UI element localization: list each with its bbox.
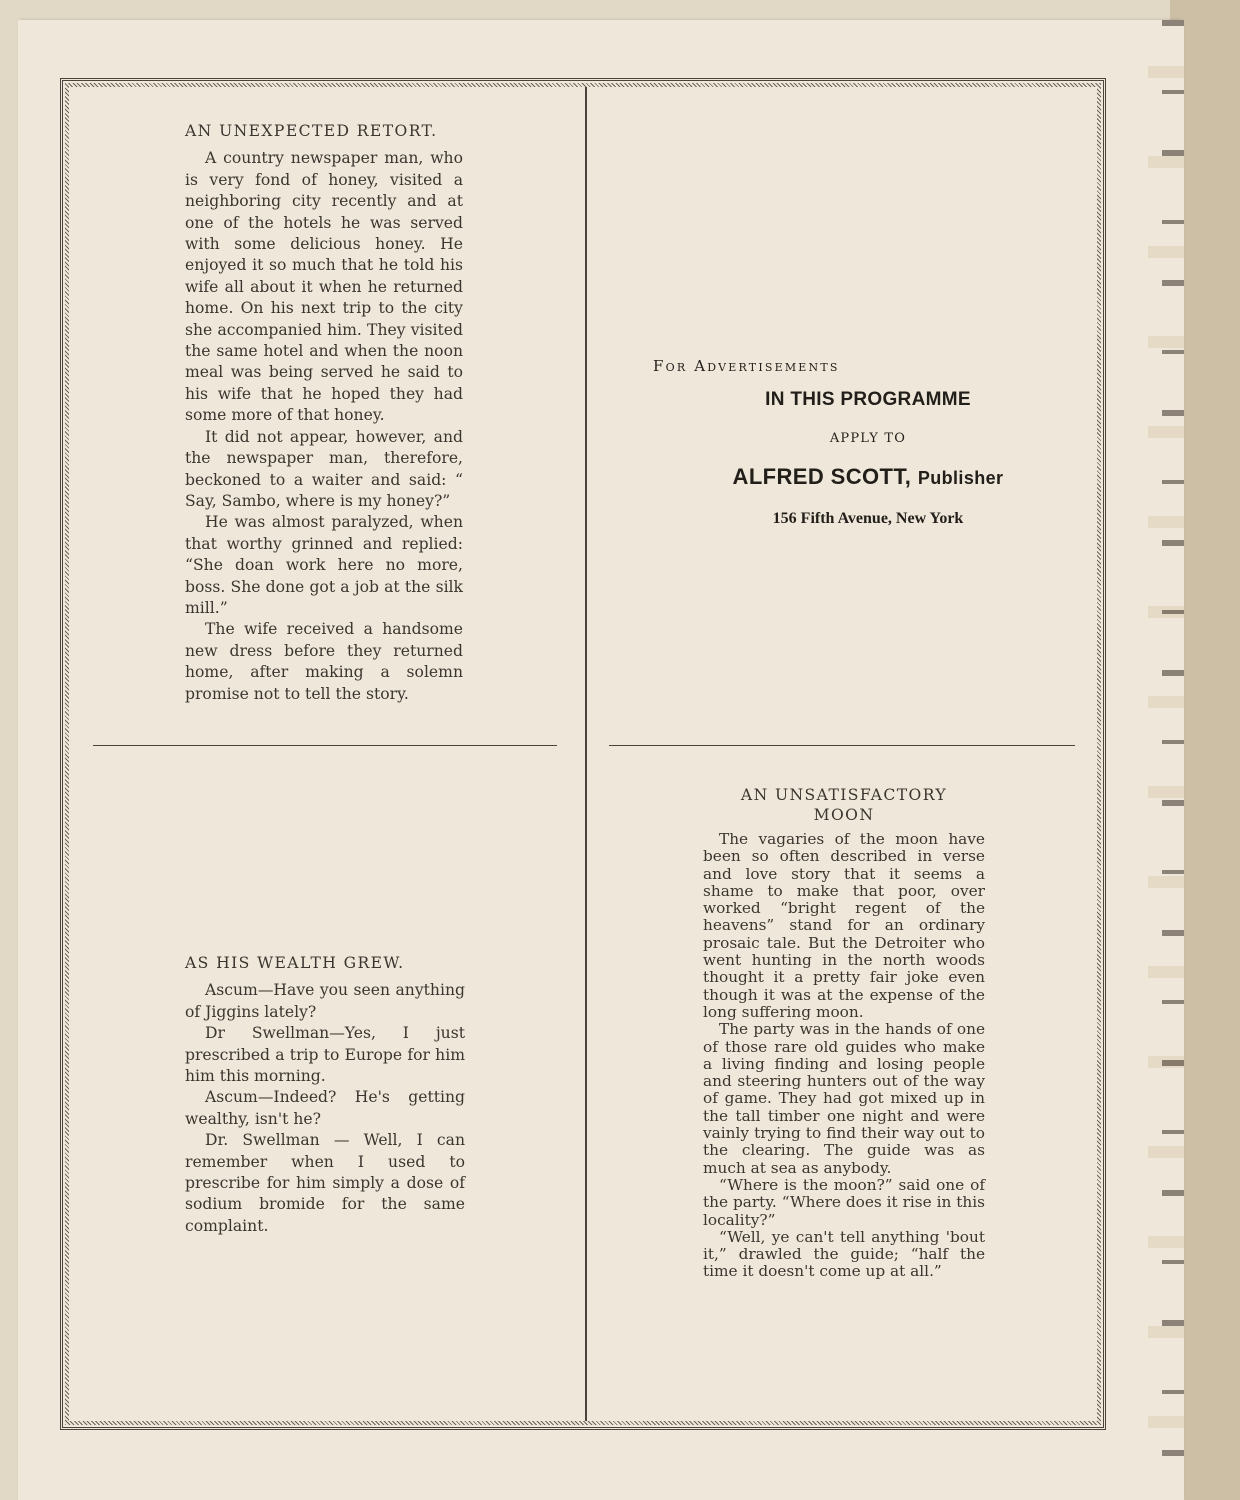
publisher-name: ALFRED SCOTT, bbox=[732, 464, 912, 489]
article-paragraph: Ascum—Indeed? He's getting wealthy, isn't he? bbox=[185, 1088, 465, 1128]
article-title: AN UNEXPECTED RETORT. bbox=[185, 122, 438, 140]
ad-heading: For Advertisements bbox=[653, 357, 840, 375]
article-paragraph: It did not appear, however, and the newspaper man, therefore, beckoned to a waiter and said: “ Say, Sambo, where is my honey?” bbox=[185, 427, 463, 510]
article-unsatisfactory-moon bbox=[703, 785, 985, 1281]
article-paragraph: Dr. Swellman — Well, I can remember when I used to prescribe for him simply a dose of sodium bromide for the same complaint. bbox=[185, 1131, 465, 1235]
right-section-rule bbox=[609, 745, 1075, 746]
article-paragraph: A country newspaper man, who is very fond of honey, visited a neighboring city recently and at one of the hotels he was served with some delicious honey. He enjoyed it so much that he told his wife all about it when he returned home. On his next trip to the city she accompanied him. They visited the same hotel and when the noon meal was being served he said to his wife that he hoped they had some more of that honey. bbox=[185, 149, 463, 425]
publisher-role: Publisher bbox=[917, 468, 1004, 488]
article-paragraph: The wife received a handsome new dress before they returned home, after making a solemn promise not to tell the story. bbox=[185, 620, 463, 703]
torn-binding bbox=[1162, 20, 1184, 1500]
ad-subheading: IN THIS PROGRAMME bbox=[765, 389, 971, 410]
article-unexpected-retort bbox=[185, 121, 463, 705]
title-line: AN UNSATISFACTORY bbox=[740, 786, 948, 804]
ad-apply-to: APPLY TO bbox=[829, 431, 907, 446]
article-paragraph: The vagaries of the moon have been so often described in verse and love story that it seems a shame to make that poor, over worked “bright regent of the heavens” stand for an ordinary prosaic tale. But the Detroiter who went hunting in the north woods thought it a pretty fair joke even though it was at the expense of the long suffering moon. bbox=[703, 830, 985, 1021]
article-paragraph: Dr Swellman—Yes, I just prescribed a trip to Europe for him him this morning. bbox=[185, 1024, 465, 1086]
ad-publisher bbox=[653, 464, 1083, 490]
article-title bbox=[703, 785, 985, 825]
article-paragraph: “Where is the moon?” said one of the party. “Where does it rise in this locality?” bbox=[703, 1175, 985, 1229]
article-title: AS HIS WEALTH GREW. bbox=[185, 954, 405, 972]
ad-address: 156 Fifth Avenue, New York bbox=[772, 510, 964, 527]
page-border bbox=[60, 78, 1106, 1430]
advertisement-notice bbox=[653, 357, 1083, 528]
article-paragraph: “Well, ye can't tell anything 'bout it,” drawled the guide; “half the time it doesn't come up at all.” bbox=[703, 1227, 985, 1281]
article-paragraph: The party was in the hands of one of those rare old guides who make a living finding and losing people and steering hunters out of the way of game. They had got mixed up in the tall timber one night and were vainly trying to find their way out to the clearing. The guide was as much at sea as anybody. bbox=[703, 1020, 985, 1177]
article-as-his-wealth-grew bbox=[185, 953, 465, 1237]
left-section-rule bbox=[93, 745, 557, 746]
article-paragraph: He was almost paralyzed, when that worthy grinned and replied: “She doan work here no more, boss. She done got a job at the silk mill.” bbox=[185, 513, 463, 617]
article-paragraph: Ascum—Have you seen anything of Jiggins lately? bbox=[185, 981, 465, 1021]
title-line: MOON bbox=[813, 806, 875, 824]
column-divider bbox=[585, 87, 587, 1421]
